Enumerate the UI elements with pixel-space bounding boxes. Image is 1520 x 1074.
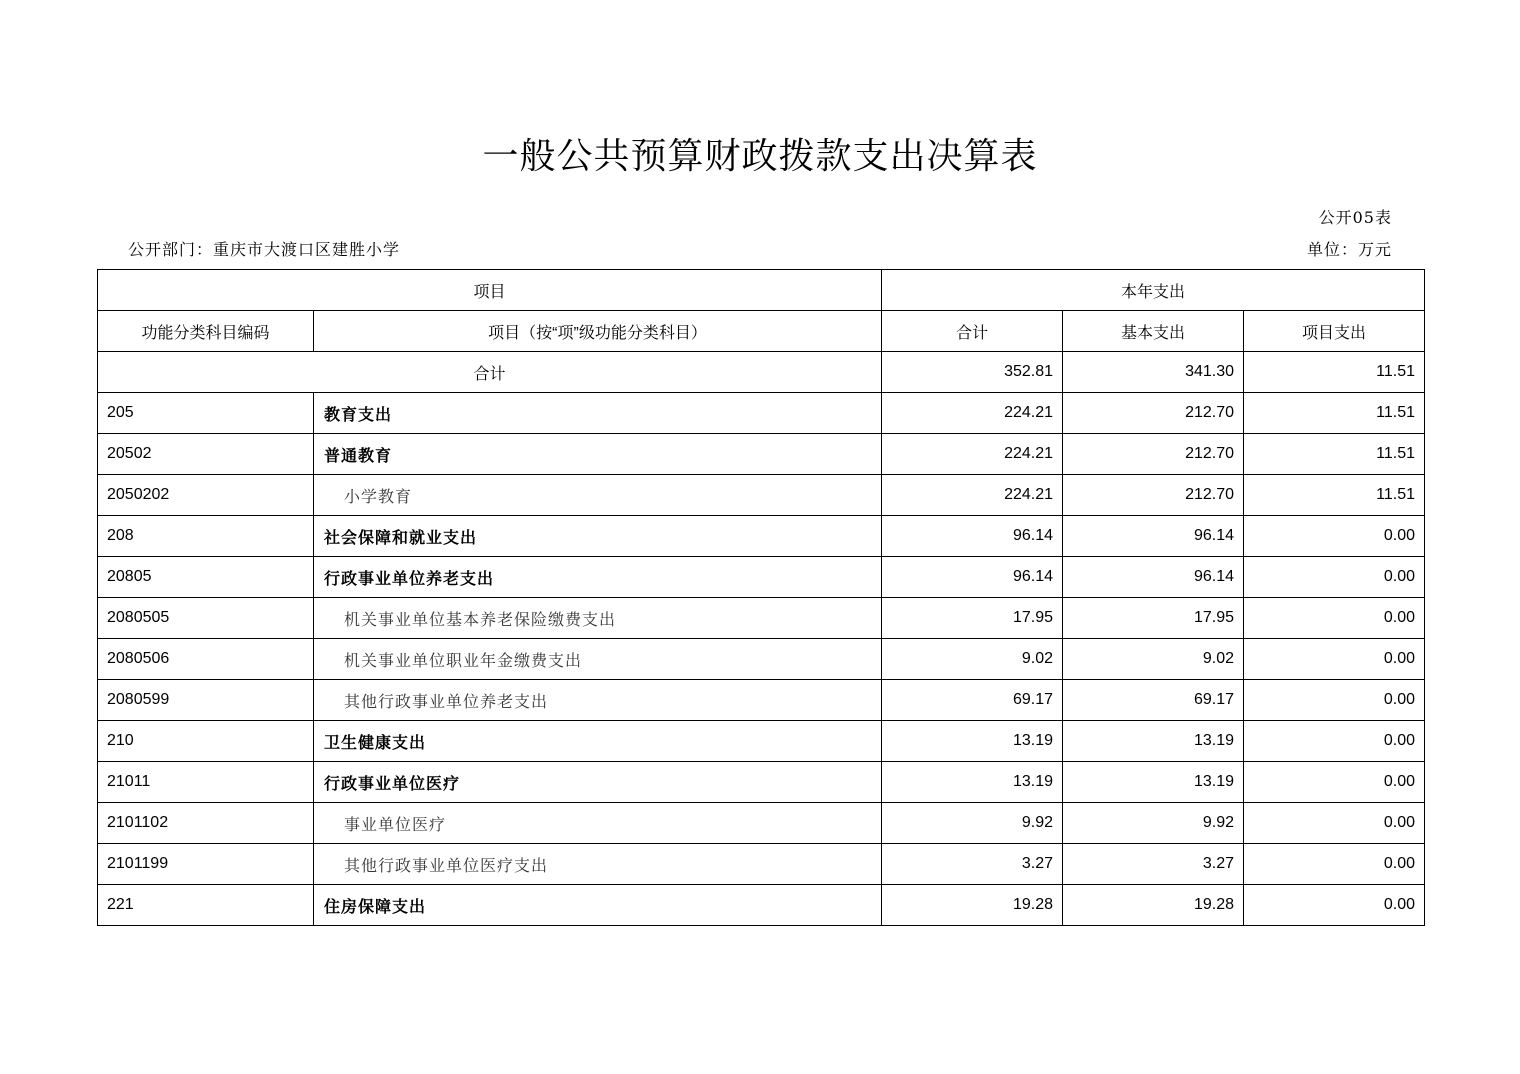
row-code: 2080505: [98, 598, 314, 639]
row-name: 机关事业单位基本养老保险缴费支出: [314, 598, 882, 639]
row-name: 普通教育: [314, 434, 882, 475]
table-row: [98, 680, 1425, 721]
row-total: 13.19: [882, 762, 1063, 803]
row-basic: 17.95: [1063, 598, 1244, 639]
row-name: 小学教育: [314, 475, 882, 516]
row-project: 0.00: [1244, 721, 1425, 762]
row-basic: 96.14: [1063, 516, 1244, 557]
total-row: [98, 352, 1425, 393]
row-name: 住房保障支出: [314, 885, 882, 926]
row-project: 0.00: [1244, 516, 1425, 557]
row-basic: 19.28: [1063, 885, 1244, 926]
row-basic: 212.70: [1063, 475, 1244, 516]
total-project: 11.51: [1244, 352, 1425, 393]
row-basic: 9.92: [1063, 803, 1244, 844]
row-code: 221: [98, 885, 314, 926]
row-basic: 9.02: [1063, 639, 1244, 680]
total-sum: 352.81: [882, 352, 1063, 393]
row-project: 11.51: [1244, 434, 1425, 475]
form-number: 公开05表: [1318, 208, 1392, 227]
row-total: 224.21: [882, 475, 1063, 516]
table-row: [98, 598, 1425, 639]
row-name: 卫生健康支出: [314, 721, 882, 762]
row-code: 2101199: [98, 844, 314, 885]
row-total: 224.21: [882, 434, 1063, 475]
row-code: 210: [98, 721, 314, 762]
table-row: [98, 721, 1425, 762]
unit-label: 单位：万元: [1306, 240, 1392, 259]
row-project: 0.00: [1244, 680, 1425, 721]
header-row-columns: [98, 311, 1425, 352]
row-code: 20805: [98, 557, 314, 598]
header-total: 合计: [882, 311, 1063, 352]
row-total: 96.14: [882, 516, 1063, 557]
table-row: [98, 844, 1425, 885]
table-row: [98, 475, 1425, 516]
budget-table: [97, 269, 1425, 926]
row-project: 0.00: [1244, 844, 1425, 885]
row-basic: 96.14: [1063, 557, 1244, 598]
row-name: 其他行政事业单位养老支出: [314, 680, 882, 721]
row-project: 0.00: [1244, 598, 1425, 639]
row-basic: 13.19: [1063, 721, 1244, 762]
table-row: [98, 803, 1425, 844]
header-basic: 基本支出: [1063, 311, 1244, 352]
row-code: 205: [98, 393, 314, 434]
row-code: 20502: [98, 434, 314, 475]
row-total: 69.17: [882, 680, 1063, 721]
table-row: [98, 393, 1425, 434]
row-project: 11.51: [1244, 475, 1425, 516]
row-basic: 13.19: [1063, 762, 1244, 803]
row-project: 0.00: [1244, 762, 1425, 803]
department-label: 公开部门：重庆市大渡口区建胜小学: [128, 240, 401, 259]
row-total: 9.92: [882, 803, 1063, 844]
row-total: 9.02: [882, 639, 1063, 680]
row-total: 3.27: [882, 844, 1063, 885]
table-row: [98, 516, 1425, 557]
row-total: 13.19: [882, 721, 1063, 762]
row-project: 0.00: [1244, 557, 1425, 598]
row-total: 224.21: [882, 393, 1063, 434]
header-name: 项目（按“项”级功能分类科目）: [314, 311, 882, 352]
row-total: 17.95: [882, 598, 1063, 639]
row-name: 社会保障和就业支出: [314, 516, 882, 557]
row-name: 其他行政事业单位医疗支出: [314, 844, 882, 885]
page-title: 一般公共预算财政拨款支出决算表: [482, 136, 1038, 177]
table-row: [98, 434, 1425, 475]
row-basic: 3.27: [1063, 844, 1244, 885]
row-basic: 69.17: [1063, 680, 1244, 721]
header-row-group: [98, 270, 1425, 311]
row-code: 208: [98, 516, 314, 557]
row-name: 行政事业单位养老支出: [314, 557, 882, 598]
row-project: 0.00: [1244, 885, 1425, 926]
row-project: 11.51: [1244, 393, 1425, 434]
header-current-year-group: 本年支出: [882, 270, 1425, 311]
table-row: [98, 639, 1425, 680]
table-row: [98, 885, 1425, 926]
row-total: 96.14: [882, 557, 1063, 598]
row-code: 2050202: [98, 475, 314, 516]
row-project: 0.00: [1244, 639, 1425, 680]
row-name: 机关事业单位职业年金缴费支出: [314, 639, 882, 680]
row-code: 2080599: [98, 680, 314, 721]
header-code: 功能分类科目编码: [98, 311, 314, 352]
header-project-group: 项目: [98, 270, 882, 311]
table-row: [98, 557, 1425, 598]
row-code: 2080506: [98, 639, 314, 680]
row-name: 事业单位医疗: [314, 803, 882, 844]
row-total: 19.28: [882, 885, 1063, 926]
row-name: 教育支出: [314, 393, 882, 434]
row-basic: 212.70: [1063, 393, 1244, 434]
row-name: 行政事业单位医疗: [314, 762, 882, 803]
row-basic: 212.70: [1063, 434, 1244, 475]
header-project: 项目支出: [1244, 311, 1425, 352]
row-code: 2101102: [98, 803, 314, 844]
total-basic: 341.30: [1063, 352, 1244, 393]
row-project: 0.00: [1244, 803, 1425, 844]
total-label: 合计: [98, 352, 882, 393]
row-code: 21011: [98, 762, 314, 803]
table-row: [98, 762, 1425, 803]
